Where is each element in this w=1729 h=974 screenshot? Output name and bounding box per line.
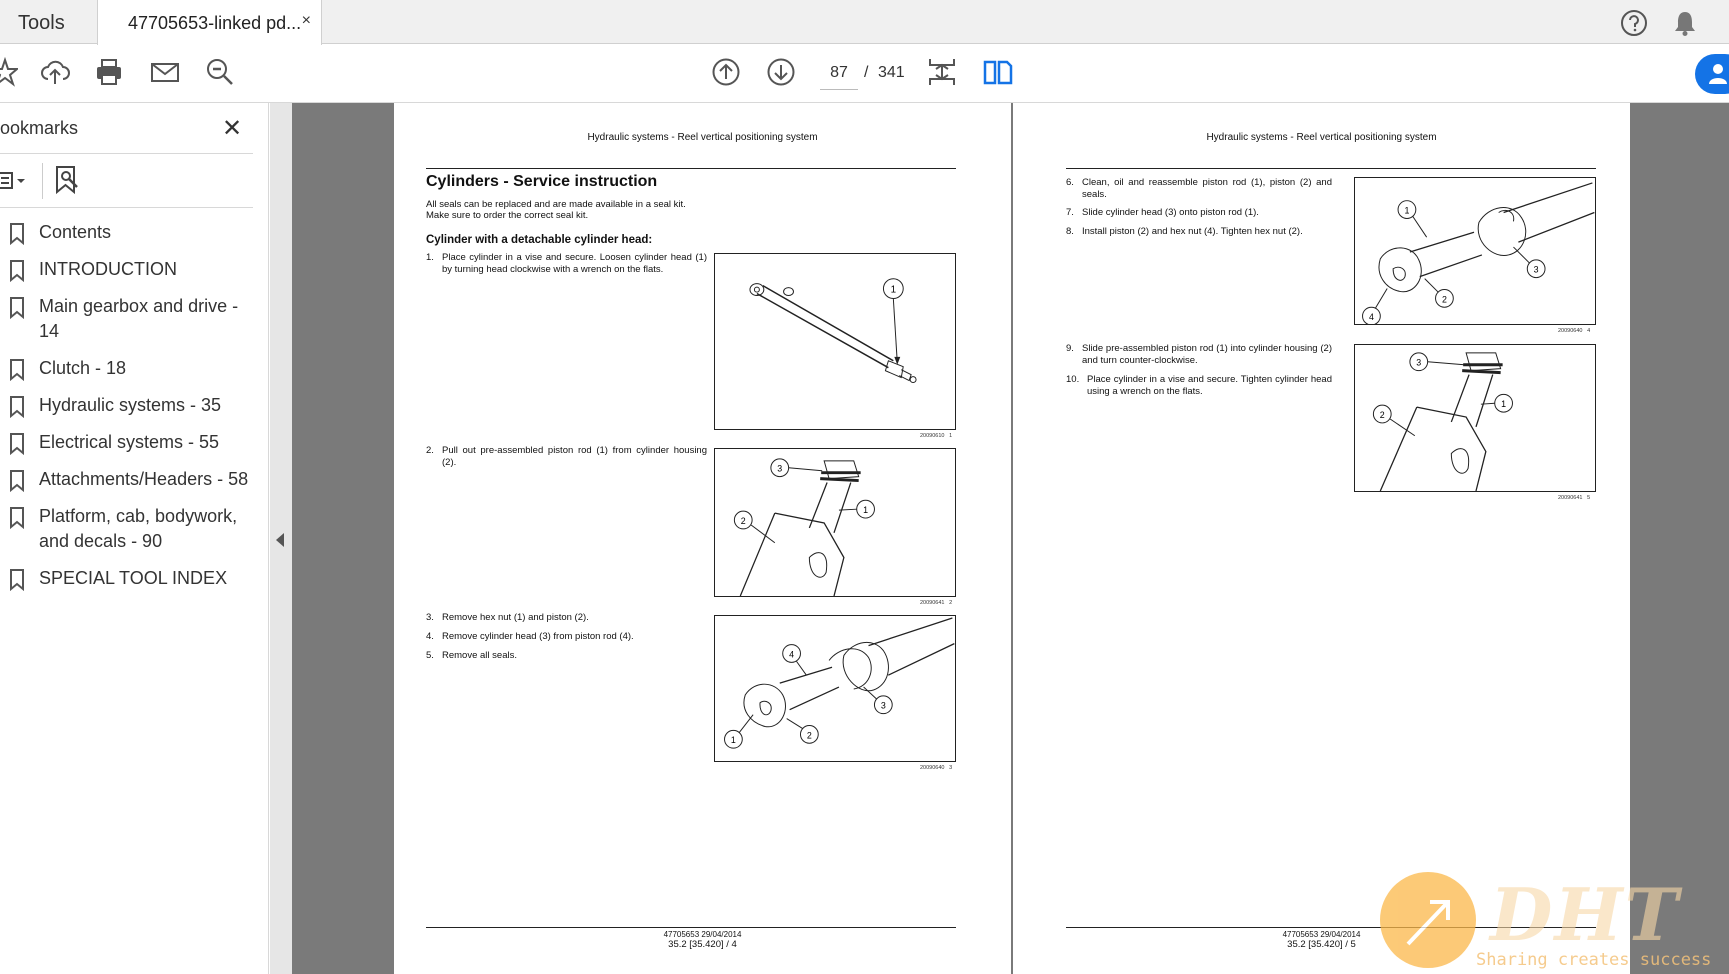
options-menu-icon[interactable] — [0, 167, 30, 195]
step-6: 6. Clean, oil and reassemble piston rod (1), piston (2) and seals. — [1066, 177, 1332, 200]
bookmark-icon — [9, 507, 25, 529]
toolbar — [0, 45, 1729, 103]
callout-3: 3 — [1533, 264, 1539, 275]
subsection-title: Cylinder with a detachable cylinder head: — [426, 234, 653, 246]
bookmark-item[interactable] — [0, 351, 253, 388]
watermark-logo-text: DHT — [1490, 872, 1681, 957]
bookmark-icon — [9, 260, 25, 282]
callout-1: 1 — [1501, 399, 1507, 410]
page-down-icon[interactable] — [766, 57, 796, 87]
bookmark-list — [0, 215, 253, 598]
page-footer-id: 47705653 29/04/2014 — [1282, 930, 1361, 939]
bookmark-label: Main gearbox and drive - 14 — [39, 296, 239, 341]
callout-2: 2 — [740, 515, 746, 526]
bookmark-label: Hydraulic systems - 35 — [39, 395, 222, 415]
page-up-icon[interactable] — [711, 57, 741, 87]
bookmark-item[interactable] — [0, 388, 253, 425]
step-3: 3. Remove hex nut (1) and piston (2). — [426, 612, 589, 623]
page-header: Hydraulic systems - Reel vertical positioning system — [587, 132, 818, 143]
document-viewer[interactable] — [292, 103, 1729, 974]
callout-3: 3 — [880, 700, 886, 711]
help-icon[interactable] — [1620, 9, 1648, 37]
bookmark-icon — [9, 297, 25, 319]
callout-3: 3 — [1416, 357, 1422, 368]
bookmark-icon — [9, 396, 25, 418]
bookmarks-title: ookmarks — [0, 118, 79, 138]
bookmark-label: Platform, cab, bodywork, and decals - 90 — [39, 506, 238, 551]
bookmark-item[interactable] — [0, 289, 253, 351]
bookmark-icon — [9, 359, 25, 381]
footer-rule — [426, 927, 956, 928]
bookmark-label: Electrical systems - 55 — [39, 432, 220, 452]
arrow-icon — [1380, 872, 1476, 968]
zoom-out-icon[interactable] — [205, 57, 235, 87]
bookmark-item[interactable] — [0, 252, 253, 289]
callout-1: 1 — [730, 735, 736, 746]
two-page-view-icon[interactable] — [982, 57, 1014, 87]
bookmarks-panel — [0, 103, 269, 974]
star-icon[interactable] — [0, 57, 18, 87]
bookmark-icon — [9, 223, 25, 245]
divider — [42, 163, 43, 199]
page-footer-number: 35.2 [35.420] / 4 — [668, 939, 737, 950]
watermark-tagline: Sharing creates success — [1476, 950, 1712, 970]
collapse-arrow-icon[interactable] — [276, 533, 284, 547]
close-panel-icon[interactable]: ✕ — [222, 115, 243, 142]
figure-1-cylinder — [714, 253, 956, 430]
tab-bar — [0, 0, 1729, 44]
step-5: 5. Remove all seals. — [426, 650, 517, 661]
bookmark-label: INTRODUCTION — [39, 259, 177, 279]
figure-caption: 20090641 5 — [1558, 495, 1591, 501]
bookmark-label: Contents — [39, 222, 112, 242]
page-number-input[interactable]: 87 — [820, 56, 858, 90]
figure-caption: 20090610 1 — [920, 433, 953, 439]
divider — [0, 153, 253, 154]
page-separator: / — [864, 64, 869, 81]
panel-collapse-strip[interactable] — [270, 103, 292, 974]
bookmark-item[interactable] — [0, 215, 253, 252]
figure-caption: 20090640 4 — [1558, 328, 1591, 334]
figure-5-install-rod — [1354, 344, 1596, 492]
step-7: 7. Slide cylinder head (3) onto piston rod (1). — [1066, 207, 1259, 218]
user-button[interactable] — [1695, 54, 1729, 94]
header-rule — [426, 168, 956, 169]
callout-2: 2 — [1441, 294, 1447, 305]
callout-4: 4 — [1368, 312, 1374, 323]
figure-caption: 20090640 3 — [920, 765, 953, 771]
step-9: 9. Slide pre-assembled piston rod (1) into cylinder housing (2) and turn counter-clockwise. — [1066, 343, 1332, 366]
close-tab-icon[interactable]: × — [301, 12, 311, 29]
step-4: 4. Remove cylinder head (3) from piston rod (4). — [426, 631, 634, 642]
bookmark-label: Clutch - 18 — [39, 358, 127, 378]
callout-2: 2 — [806, 730, 812, 741]
bookmark-search-icon[interactable] — [54, 165, 80, 195]
page-header: Hydraulic systems - Reel vertical positioning system — [1206, 132, 1437, 143]
figure-3-piston-disassembly — [714, 615, 956, 762]
total-pages: 341 — [878, 64, 905, 81]
bookmark-item[interactable] — [0, 462, 253, 499]
callout-3: 3 — [777, 463, 783, 474]
watermark-logo-circle — [1380, 872, 1476, 968]
callout-4: 4 — [789, 649, 795, 660]
page-footer-id: 47705653 29/04/2014 — [663, 930, 742, 939]
tab-tools[interactable]: Tools — [18, 12, 65, 34]
print-icon[interactable] — [94, 57, 124, 87]
callout-2: 2 — [1379, 410, 1385, 420]
bookmark-item[interactable] — [0, 561, 253, 598]
callout-1: 1 — [1404, 205, 1410, 216]
bookmark-label: SPECIAL TOOL INDEX — [39, 568, 228, 588]
header-rule — [1066, 168, 1596, 169]
bookmark-label: Attachments/Headers - 58 — [39, 469, 249, 489]
bookmark-icon — [9, 433, 25, 455]
step-1: 1. Place cylinder in a vise and secure. Loosen cylinder head (1) by turning head clockwise with a wrench on the flats. — [426, 252, 707, 275]
bookmark-item[interactable] — [0, 499, 253, 561]
pdf-page-5 — [1013, 103, 1630, 974]
pdf-page-4 — [394, 103, 1011, 974]
figure-4-reassembly — [1354, 177, 1596, 325]
step-8: 8. Install piston (2) and hex nut (4). Tighten hex nut (2). — [1066, 226, 1303, 237]
intro-text: Make sure to order the correct seal kit. — [426, 210, 589, 221]
bookmark-icon — [9, 470, 25, 492]
page-footer-number: 35.2 [35.420] / 5 — [1287, 939, 1356, 950]
step-2: 2. Pull out pre-assembled piston rod (1) from cylinder housing (2). — [426, 445, 707, 468]
bookmark-icon — [9, 569, 25, 591]
tab-document-label: 47705653-linked pd... — [128, 13, 302, 33]
user-icon — [1707, 59, 1729, 89]
divider — [0, 207, 253, 208]
figure-caption: 20090641 2 — [920, 600, 953, 606]
fit-page-icon[interactable] — [927, 57, 957, 87]
email-icon[interactable] — [150, 57, 180, 87]
callout-1: 1 — [890, 284, 897, 296]
figure-2-piston-rod — [714, 448, 956, 597]
cloud-upload-icon[interactable] — [40, 57, 70, 87]
intro-text: All seals can be replaced and are made available in a seal kit. — [426, 199, 686, 210]
bookmark-item[interactable] — [0, 425, 253, 462]
section-title: Cylinders - Service instruction — [426, 173, 658, 190]
step-10: 10. Place cylinder in a vise and secure. Tighten cylinder head using a wrench on the flats. — [1066, 374, 1332, 397]
tab-document[interactable] — [97, 0, 322, 45]
callout-1: 1 — [863, 505, 869, 516]
bell-icon[interactable] — [1672, 9, 1698, 37]
